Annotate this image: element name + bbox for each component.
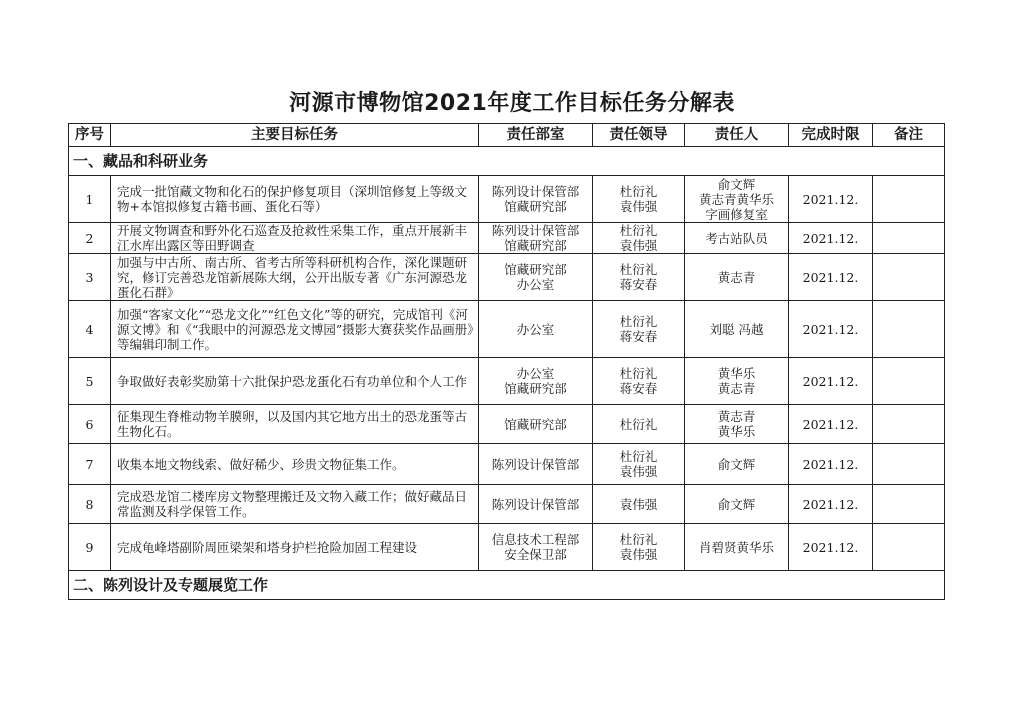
person-cell-line: 黄志青 [717, 409, 756, 424]
table-row [69, 176, 945, 223]
note-cell [873, 524, 945, 571]
table-row [69, 444, 945, 485]
leader-cell-line: 袁伟强 [619, 464, 658, 479]
leader-cell [593, 254, 685, 301]
row-number: 2 [69, 223, 111, 254]
section-row [69, 147, 945, 176]
person-cell [685, 358, 789, 405]
dept-cell-line: 馆藏研究部 [504, 262, 567, 277]
table-row [69, 301, 945, 358]
note-cell [873, 358, 945, 405]
dept-cell [479, 485, 593, 524]
dept-cell [479, 405, 593, 444]
task-cell: 争取做好表彰奖励第十六批保护恐龙蛋化石有功单位和个人工作 [111, 358, 479, 405]
person-cell [685, 485, 789, 524]
task-cell: 完成龟峰塔副阶周匝梁架和塔身护栏抢险加固工程建设 [111, 524, 479, 571]
row-number: 4 [69, 301, 111, 358]
person-cell [685, 301, 789, 358]
leader-cell [593, 176, 685, 223]
note-cell [873, 176, 945, 223]
row-number: 5 [69, 358, 111, 405]
person-cell [685, 176, 789, 223]
dept-cell [479, 223, 593, 254]
leader-cell [593, 223, 685, 254]
person-cell-line: 字画修复室 [705, 206, 768, 222]
row-number: 7 [69, 444, 111, 485]
table-row [69, 223, 945, 254]
table-row [69, 405, 945, 444]
dept-cell-line: 馆藏研究部 [504, 238, 567, 253]
leader-cell-line: 杜衍礼 [619, 416, 658, 432]
leader-cell-line: 杜衍礼 [619, 223, 658, 238]
header-deadline: 完成时限 [789, 124, 873, 147]
note-cell [873, 405, 945, 444]
leader-cell-line: 蒋安春 [619, 277, 658, 292]
dept-cell [479, 358, 593, 405]
person-cell [685, 524, 789, 571]
dept-cell [479, 444, 593, 485]
leader-cell-line: 杜衍礼 [619, 314, 658, 329]
table-row [69, 485, 945, 524]
dept-cell [479, 254, 593, 301]
dept-cell-line: 办公室 [516, 321, 555, 337]
row-number: 1 [69, 176, 111, 223]
header-dept: 责任部室 [479, 124, 593, 147]
dept-cell-line: 馆藏研究部 [504, 381, 567, 396]
dept-cell [479, 524, 593, 571]
deadline-cell: 2021.12. [789, 223, 873, 254]
dept-cell-line: 陈列设计保管部 [491, 223, 580, 238]
dept-cell-line: 陈列设计保管部 [491, 184, 580, 199]
deadline-cell: 2021.12. [789, 254, 873, 301]
person-cell-line: 黄志青 [717, 269, 756, 285]
leader-cell-line: 杜衍礼 [619, 532, 658, 547]
dept-cell-line: 馆藏研究部 [504, 416, 567, 432]
task-cell: 完成一批馆藏文物和化石的保护修复项目（深圳馆修复上等级文物+本馆拟修复古籍书画、蛋化石等） [111, 176, 479, 223]
row-number: 8 [69, 485, 111, 524]
deadline-cell: 2021.12. [789, 524, 873, 571]
leader-cell [593, 405, 685, 444]
leader-cell-line: 袁伟强 [619, 238, 658, 253]
table-row [69, 358, 945, 405]
document-title: 河源市博物馆2021年度工作目标任务分解表 [289, 91, 735, 116]
header-task: 主要目标任务 [111, 124, 479, 147]
leader-cell [593, 444, 685, 485]
person-cell-line: 刘聪 冯越 [709, 321, 764, 337]
task-table [68, 123, 945, 600]
header-leader: 责任领导 [593, 124, 685, 147]
dept-cell-line: 安全保卫部 [504, 547, 567, 562]
note-cell [873, 301, 945, 358]
leader-cell-line: 袁伟强 [619, 199, 658, 214]
deadline-cell: 2021.12. [789, 444, 873, 485]
deadline-cell: 2021.12. [789, 405, 873, 444]
dept-cell-line: 办公室 [516, 366, 555, 381]
section-row [69, 571, 945, 600]
leader-cell-line: 杜衍礼 [619, 449, 658, 464]
leader-cell-line: 杜衍礼 [619, 184, 658, 199]
deadline-cell: 2021.12. [789, 358, 873, 405]
person-cell-line: 黄志青 [717, 381, 756, 396]
leader-cell [593, 358, 685, 405]
person-cell-line: 俞文辉 [717, 496, 756, 512]
row-number: 3 [69, 254, 111, 301]
person-cell-line: 黄华乐 [717, 366, 756, 381]
dept-cell [479, 301, 593, 358]
person-cell [685, 444, 789, 485]
task-cell: 开展文物调查和野外化石巡查及抢救性采集工作，重点开展新丰江水库出露区等田野调查 [111, 223, 479, 254]
task-cell: 加强“客家文化”“恐龙文化”“红色文化”等的研究，完成馆刊《河源文博》和《“我眼中的河源恐龙文博园”摄影大赛获奖作品画册》等编辑印制工作。 [111, 301, 479, 358]
task-cell: 完成恐龙馆二楼库房文物整理搬迁及文物入藏工作；做好藏品日常监测及科学保管工作。 [111, 485, 479, 524]
person-cell-line: 俞文辉 [717, 176, 756, 192]
leader-cell-line: 袁伟强 [619, 496, 658, 512]
task-cell: 加强与中古所、南古所、省考古所等科研机构合作，深化课题研究，修订完善恐龙馆新展陈大纲，公开出版专著《广东河源恐龙蛋化石群》 [111, 254, 479, 301]
task-cell: 征集现生脊椎动物羊膜卵，以及国内其它地方出土的恐龙蛋等古生物化石。 [111, 405, 479, 444]
person-cell-line: 考古站队员 [705, 230, 768, 246]
leader-cell-line: 蒋安春 [619, 329, 658, 344]
section-heading: 一、藏品和科研业务 [69, 147, 945, 176]
person-cell [685, 223, 789, 254]
note-cell [873, 485, 945, 524]
person-cell [685, 254, 789, 301]
note-cell [873, 444, 945, 485]
person-cell-line: 肖碧贤黄华乐 [698, 539, 774, 555]
dept-cell-line: 信息技术工程部 [491, 532, 580, 547]
header-no: 序号 [69, 124, 111, 147]
leader-cell-line: 杜衍礼 [619, 262, 658, 277]
header-person: 责任人 [685, 124, 789, 147]
deadline-cell: 2021.12. [789, 176, 873, 223]
deadline-cell: 2021.12. [789, 485, 873, 524]
dept-cell-line: 陈列设计保管部 [491, 456, 580, 472]
dept-cell-line: 办公室 [516, 277, 555, 292]
person-cell-line: 俞文辉 [717, 456, 756, 472]
leader-cell-line: 袁伟强 [619, 547, 658, 562]
note-cell [873, 254, 945, 301]
header-row [69, 124, 945, 147]
person-cell-line: 黄华乐 [717, 424, 756, 439]
dept-cell-line: 馆藏研究部 [504, 199, 567, 214]
leader-cell-line: 蒋安春 [619, 381, 658, 396]
dept-cell-line: 陈列设计保管部 [491, 496, 580, 512]
table-row [69, 524, 945, 571]
task-cell: 收集本地文物线索、做好稀少、珍贵文物征集工作。 [111, 444, 479, 485]
leader-cell-line: 杜衍礼 [619, 366, 658, 381]
leader-cell [593, 524, 685, 571]
leader-cell [593, 301, 685, 358]
table-row [69, 254, 945, 301]
header-note: 备注 [873, 124, 945, 147]
row-number: 6 [69, 405, 111, 444]
person-cell-line: 黄志青黄华乐 [698, 191, 774, 207]
row-number: 9 [69, 524, 111, 571]
section-heading: 二、陈列设计及专题展览工作 [69, 571, 945, 600]
person-cell [685, 405, 789, 444]
leader-cell [593, 485, 685, 524]
note-cell [873, 223, 945, 254]
dept-cell [479, 176, 593, 223]
deadline-cell: 2021.12. [789, 301, 873, 358]
